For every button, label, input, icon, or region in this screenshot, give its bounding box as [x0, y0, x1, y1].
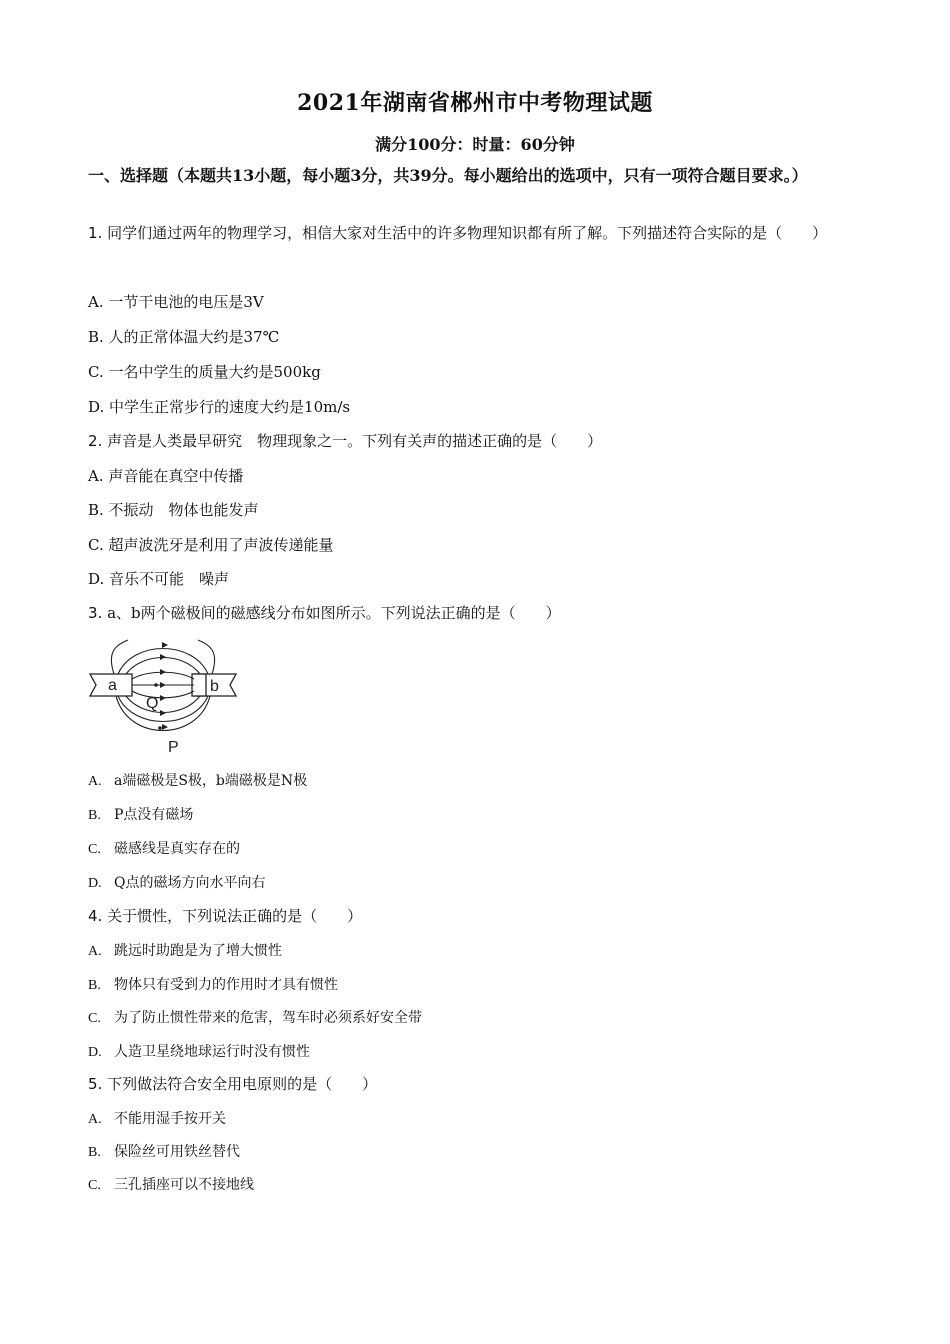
magnetic-field-diagram — [88, 638, 238, 760]
option-label: A. — [88, 774, 102, 789]
question-number: 4. — [88, 907, 103, 925]
question-2 — [88, 430, 602, 451]
option-1d[interactable]: D. 中学生正常步行的速度大约是10m/s — [88, 398, 351, 416]
option-text: 三孔插座可以不接地线 — [114, 1177, 254, 1193]
label-q: Q — [146, 695, 159, 712]
option-text: 为了防止惯性带来的危害，驾车时必须系好安全带 — [114, 1010, 422, 1026]
option-5c[interactable] — [88, 1174, 254, 1194]
option-2c[interactable]: C. 超声波洗牙是利用了声波传递能量 — [88, 536, 334, 554]
question-stem-text: 关于惯性，下列说法正确的是（ ） — [107, 907, 363, 925]
option-text: Q点的磁场方向水平向右 — [114, 875, 266, 891]
question-number: 3. — [88, 604, 103, 622]
option-3d[interactable] — [88, 872, 265, 892]
question-stem-text: 同学们通过两年的物理学习，相信大家对生活中的许多物理知识都有所了解。下列描述符合实际的是（ ） — [107, 224, 828, 242]
magnet-b-end — [192, 674, 206, 696]
page-title: 2021年湖南省郴州市中考物理试题 — [297, 90, 653, 116]
option-text: 不能用湿手按开关 — [114, 1111, 226, 1127]
question-3 — [88, 602, 561, 623]
question-stem-text: a、b两个磁极间的磁感线分布如图所示。下列说法正确的是（ ） — [107, 604, 561, 622]
option-1b[interactable]: B. 人的正常体温大约是37℃ — [88, 328, 280, 346]
label-p: P — [168, 739, 179, 756]
label-a: a — [108, 677, 117, 694]
section-heading: 一、选择题（本题共13小题，每小题3分，共39分。每小题给出的选项中，只有一项符合题目要求。） — [88, 166, 808, 185]
option-1a[interactable]: A. 一节干电池的电压是3V — [88, 293, 264, 311]
arrowheads — [160, 642, 168, 730]
option-4b[interactable] — [88, 974, 338, 994]
option-text: P点没有磁场 — [114, 807, 194, 823]
option-text: 人造卫星绕地球运行时没有惯性 — [114, 1044, 310, 1060]
question-number: 1. — [88, 224, 103, 242]
option-label: B. — [88, 1145, 101, 1160]
option-label: D. — [88, 1045, 102, 1060]
label-b: b — [210, 678, 219, 695]
option-label: D. — [88, 876, 102, 891]
question-stem — [88, 216, 858, 250]
option-label: C. — [88, 842, 101, 857]
option-label: C. — [88, 1178, 101, 1193]
option-3b[interactable] — [88, 804, 193, 824]
question-stem-text: 下列做法符合安全用电原则的是（ ） — [107, 1075, 378, 1093]
question-5 — [88, 1073, 377, 1094]
option-4d[interactable] — [88, 1041, 310, 1061]
point-q-dot — [154, 683, 158, 687]
option-2b[interactable]: B. 不振动 物体也能发声 — [88, 501, 259, 519]
option-4a[interactable] — [88, 940, 282, 960]
option-2a[interactable]: A. 声音能在真空中传播 — [88, 467, 244, 485]
option-label: B. — [88, 808, 101, 823]
option-4c[interactable] — [88, 1007, 422, 1027]
question-4 — [88, 905, 362, 926]
option-1c[interactable]: C. 一名中学生的质量大约是500kg — [88, 363, 321, 381]
option-text: 物体只有受到力的作用时才具有惯性 — [114, 977, 338, 993]
option-3c[interactable] — [88, 838, 240, 858]
point-p-dot — [158, 726, 162, 730]
magnetic-field-figure — [88, 638, 238, 760]
option-text: 磁感线是真实存在的 — [114, 841, 240, 857]
option-text: 保险丝可用铁丝替代 — [114, 1144, 240, 1160]
option-text: 跳远时助跑是为了增大惯性 — [114, 943, 282, 959]
option-label: A. — [88, 944, 102, 959]
exam-subtitle: 满分100分：时量：60分钟 — [375, 135, 575, 154]
option-label: B. — [88, 978, 101, 993]
question-stem-text: 声音是人类最早研究 物理现象之一。下列有关声的描述正确的是（ ） — [107, 432, 603, 450]
question-1 — [88, 216, 858, 250]
option-5a[interactable] — [88, 1108, 226, 1128]
option-label: C. — [88, 1011, 101, 1026]
option-label: A. — [88, 1112, 102, 1127]
question-number: 5. — [88, 1075, 103, 1093]
option-2d[interactable]: D. 音乐不可能 噪声 — [88, 570, 230, 588]
option-text: a端磁极是S极，b端磁极是N极 — [114, 773, 308, 789]
question-number: 2. — [88, 432, 103, 450]
option-5b[interactable] — [88, 1141, 240, 1161]
option-3a[interactable] — [88, 770, 307, 790]
